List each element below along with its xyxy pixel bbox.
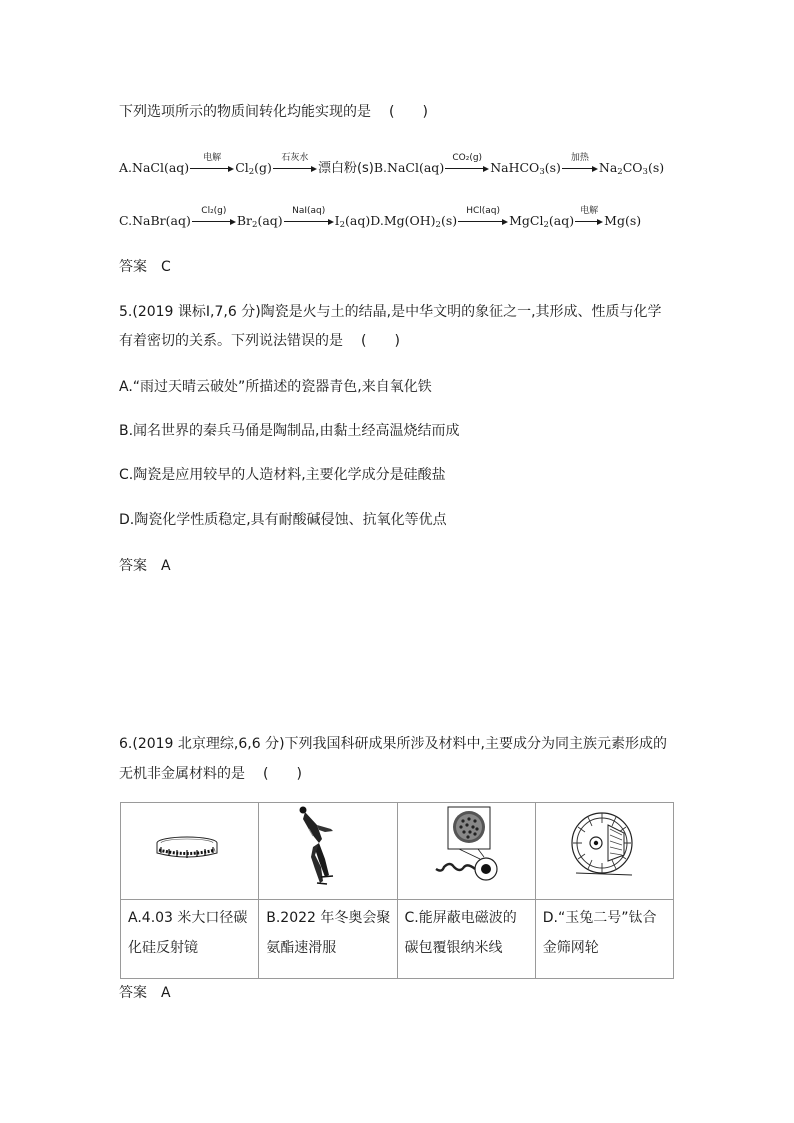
option-a-s1: NaCl(aq) <box>132 160 190 175</box>
nanowire-image <box>398 803 536 899</box>
q5-stem-line2-text: 有着密切的关系。下列说法错误的是 <box>119 333 343 349</box>
option-b-s2: NaHCO$_3$(s) <box>490 160 561 177</box>
option-b-arrow1 <box>445 153 489 172</box>
caption-c <box>397 900 535 979</box>
caption-b-line2: 氨酯速滑服 <box>266 940 337 956</box>
option-b-arrow2 <box>562 153 598 172</box>
caption-d-line1: D.“玉兔二号”钛合 <box>542 910 657 926</box>
caption-b-line1: B.2022 年冬奥会聚 <box>266 910 391 926</box>
q5-stem-line2 <box>119 331 400 351</box>
q4-answer-blank: ( ) <box>389 104 428 120</box>
q6-stem-line2 <box>119 764 302 784</box>
option-b-s3: $Na_2CO_3(s)$ <box>598 160 665 177</box>
image-cell-a <box>121 803 259 900</box>
option-d-arrow2-label: 电解 <box>580 206 599 216</box>
materials-table <box>120 802 674 979</box>
caption-c-line2: 碳包覆银纳米线 <box>404 940 503 956</box>
option-c-arrow2 <box>284 206 334 225</box>
q6-answer: 答案 A <box>119 985 171 1001</box>
option-b-arrow1-label: CO₂(g) <box>452 153 483 163</box>
option-d-s3: Mg(s) <box>604 213 642 228</box>
caption-a-line2: 化硅反射镜 <box>128 940 198 956</box>
option-d-s1: $Mg(OH)_2(s)$ <box>383 213 458 230</box>
option-d-s2: MgCl$_2$(aq) <box>509 213 575 230</box>
q5-option-c: C.陶瓷是应用较早的人造材料,主要化学成分是硅酸盐 <box>119 467 446 483</box>
caption-a-line1: A.4.03 米大口径碳 <box>128 910 248 926</box>
option-c-arrow2-label: NaI(aq) <box>292 206 326 216</box>
speed-skater-image <box>259 803 397 899</box>
image-cell-b <box>259 803 397 900</box>
q5-option-a: A.“雨过天晴云破处”所描述的瓷器青色,来自氧化铁 <box>119 379 432 395</box>
q4-answer: 答案 C <box>119 259 171 275</box>
option-c-label: C. <box>119 213 133 228</box>
rover-wheel-image <box>536 803 674 899</box>
option-b-label: B. <box>373 160 388 175</box>
q6-answer-blank: ( ) <box>263 766 302 782</box>
option-d-arrow1 <box>458 206 508 225</box>
option-c-s2: $Br_2(aq)$ <box>236 213 283 230</box>
caption-a <box>121 900 259 979</box>
q5-answer-blank: ( ) <box>361 333 400 349</box>
q4-stem <box>119 102 428 122</box>
option-b-s1: NaCl(aq) <box>387 160 445 175</box>
caption-d-line2: 金筛网轮 <box>542 940 599 956</box>
option-c-arrow1-label: Cl₂(g) <box>201 206 227 216</box>
q5-option-b: B.闻名世界的秦兵马俑是陶制品,由黏土经高温烧结而成 <box>119 423 460 439</box>
option-a-arrow1-label: 电解 <box>203 153 222 163</box>
q6-stem-line2-text: 无机非金属材料的是 <box>119 766 245 782</box>
caption-b <box>259 900 397 979</box>
image-cell-d <box>535 803 673 900</box>
image-row <box>121 803 674 900</box>
option-a-arrow2 <box>273 153 317 172</box>
q5-option-d: D.陶瓷化学性质稳定,具有耐酸碱侵蚀、抗氧化等优点 <box>119 512 447 528</box>
caption-c-line1: C.能屏蔽电磁波的 <box>404 910 517 926</box>
image-cell-c <box>397 803 535 900</box>
option-c-s1: NaBr(aq) <box>132 213 191 228</box>
q6-stem-line1: 6.(2019 北京理综,6,6 分)下列我国科研成果所涉及材料中,主要成分为同主族元素形成的 <box>119 736 667 752</box>
option-d-arrow2 <box>575 206 603 225</box>
q4-equation-row-cd <box>119 206 642 231</box>
option-d-arrow1-label: HCl(aq) <box>466 206 501 216</box>
caption-d <box>535 900 673 979</box>
q4-equation-row-ab <box>119 153 665 179</box>
q4-stem-text: 下列选项所示的物质间转化均能实现的是 <box>119 104 371 120</box>
option-a-label: A. <box>119 160 133 175</box>
q5-answer: 答案 A <box>119 558 171 574</box>
option-c-s3: $I_2(aq)$ <box>334 213 371 230</box>
option-b-arrow2-label: 加热 <box>570 153 589 163</box>
option-a-arrow2-label: 石灰水 <box>281 153 309 163</box>
q5-stem-line1: 5.(2019 课标Ⅰ,7,6 分)陶瓷是火与土的结晶,是中华文明的象征之一,其形成、性质与化学 <box>119 304 662 320</box>
option-a-s3: 漂白粉(s) <box>317 161 374 176</box>
reflector-mirror-image <box>121 803 259 899</box>
option-a-arrow1 <box>190 153 234 172</box>
option-a-s2: $Cl_2(g)$ <box>235 160 272 177</box>
option-c-arrow1 <box>192 206 236 225</box>
caption-row <box>121 900 674 979</box>
option-d-label: D. <box>370 213 384 228</box>
